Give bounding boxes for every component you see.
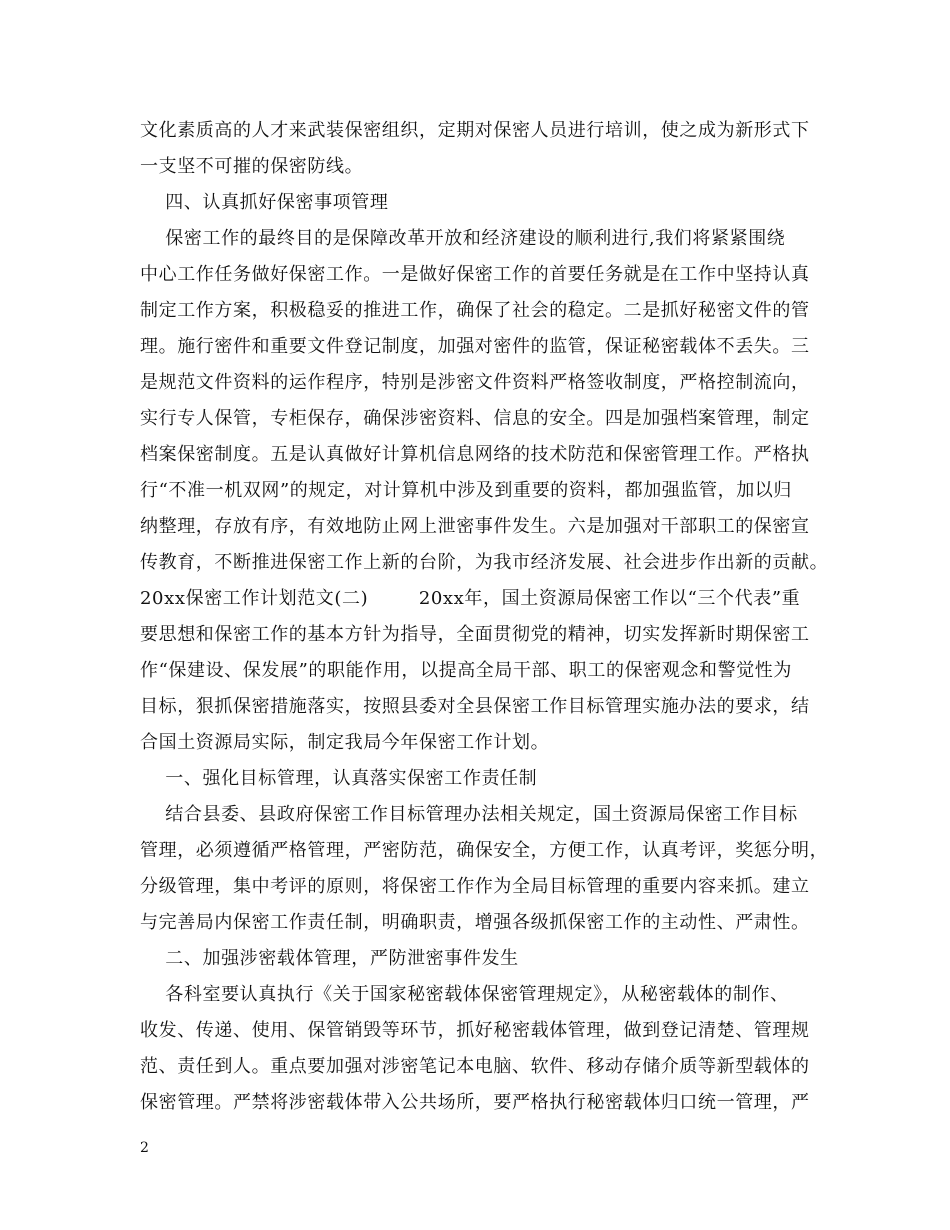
text-line: 行“不准一机双网”的规定，对计算机中涉及到重要的资料，都加强监管，加以归 [140,480,793,501]
text-line: 收发、传递、使用、保管销毁等环节，抓好秘密载体管理，做到登记清楚、管理规 [140,1020,810,1041]
text-line: 是规范文件资料的运作程序，特别是涉密文件资料严格签收制度，严格控制流向， [140,372,810,393]
text-line: 档案保密制度。五是认真做好计算机信息网络的技术防范和保密管理工作。严格执 [140,444,810,465]
text-line: 文化素质高的人才来武装保密组织，定期对保密人员进行培训，使之成为新形式下 [140,120,810,141]
text-line: 要思想和保密工作的基本方针为指导，全面贯彻党的精神，切实发挥新时期保密工 [140,624,810,645]
text-line: 管理，必须遵循严格管理，严密防范，确保安全，方便工作，认真考评，奖惩分明， [140,840,829,861]
text-line: 各科室要认真执行《关于国家秘密载体保密管理规定》，从秘密载体的制作、 [140,984,789,1005]
text-line: 作“保建设、保发展”的职能作用，以提高全局干部、职工的保密观念和警觉性为 [140,660,793,681]
text-line: 范、责任到人。重点要加强对涉密笔记本电脑、软件、移动存储介质等新型载体的 [140,1056,810,1077]
page-number: 2 [140,1140,149,1156]
text-line: 保密管理。严禁将涉密载体带入公共场所，要严格执行秘密载体归口统一管理，严 [140,1092,810,1113]
text-line: 保密工作的最终目的是保障改革开放和经济建设的顺利进行,我们将紧紧围绕 [140,228,786,249]
text-line: 目标，狠抓保密措施落实，按照县委对全县保密工作目标管理实施办法的要求，结 [140,696,810,717]
section-heading: 四、认真抓好保密事项管理 [140,192,389,213]
text-line: 制定工作方案，积极稳妥的推进工作，确保了社会的稳定。二是抓好秘密文件的管 [140,300,810,321]
text-line: 传教育，不断推进保密工作上新的台阶，为我市经济发展、社会进步作出新的贡献。 [140,552,829,573]
section-heading: 二、加强涉密载体管理，严防泄密事件发生 [140,948,519,969]
text-line: 中心工作任务做好保密工作。一是做好保密工作的首要任务就是在工作中坚持认真 [140,264,810,285]
text-line: 结合县委、县政府保密工作目标管理办法相关规定，国土资源局保密工作目标 [140,804,798,825]
text-line: 实行专人保管，专柜保存，确保涉密资料、信息的安全。四是加强档案管理，制定 [140,408,810,429]
section-heading: 一、强化目标管理，认真落实保密工作责任制 [140,768,538,789]
text-line: 理。施行密件和重要文件登记制度，加强对密件的监管，保证秘密载体不丢失。三 [140,336,810,357]
text-line: 分级管理，集中考评的原则，将保密工作作为全局目标管理的重要内容来抓。建立 [140,876,810,897]
text-line: 与完善局内保密工作责任制，明确职责，增强各级抓保密工作的主动性、严肃性。 [140,912,810,933]
text-line: 纳整理，存放有序，有效地防止网上泄密事件发生。六是加强对干部职工的保密宣 [140,516,810,537]
text-line: 合国土资源局实际，制定我局今年保密工作计划。 [140,732,550,753]
text-line: 20xx保密工作计划范文(二) 20xx年，国土资源局保密工作以“三个代表”重 [140,588,801,609]
text-line: 一支坚不可摧的保密防线。 [140,156,364,177]
